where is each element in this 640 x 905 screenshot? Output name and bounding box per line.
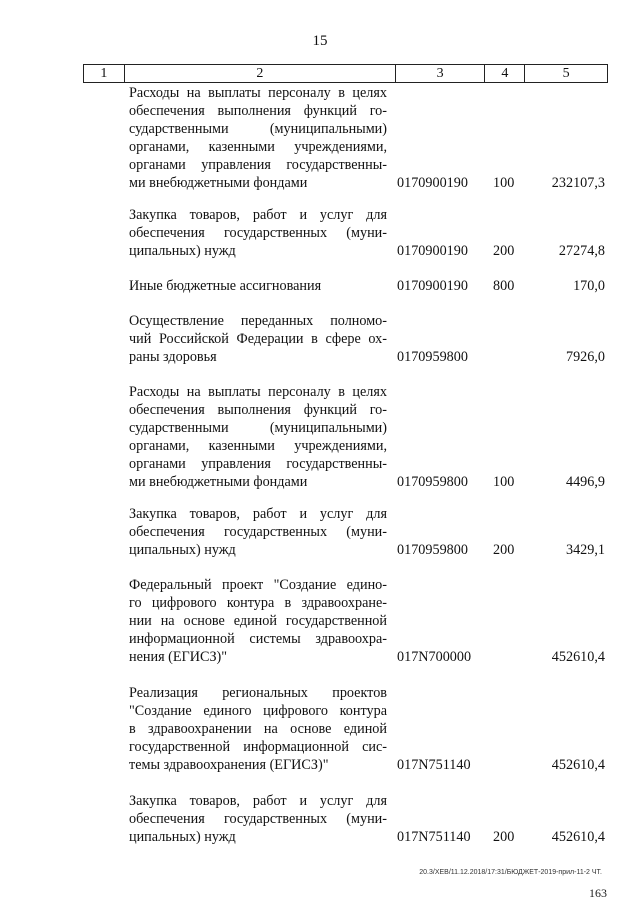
header-col-5: 5 [562, 66, 570, 81]
row-expense-type: 200 [493, 542, 515, 558]
row-amount: 452610,4 [551, 757, 605, 773]
description-line: ципальных) нужд [129, 542, 236, 558]
row-amount: 232107,3 [551, 175, 605, 191]
description-line: обеспечения выполнения функций го- [129, 103, 387, 119]
table-header-row [83, 64, 608, 83]
description-line: Федеральный проект "Создание едино- [129, 577, 387, 593]
page-number: 15 [312, 33, 328, 49]
row-code: 0170959800 [397, 349, 468, 365]
description-line: органами управления государственны- [129, 456, 387, 472]
row-description [129, 206, 387, 260]
description-line: обеспечения государственных (муни- [129, 524, 387, 540]
row-amount: 170,0 [573, 278, 605, 294]
row-amount: 452610,4 [551, 649, 605, 665]
row-description [129, 312, 387, 366]
header-col-1: 1 [84, 65, 125, 82]
description-line: органами, казенными учреждениями, [129, 438, 387, 454]
description-line: темы здравоохранения (ЕГИСЗ)" [129, 757, 329, 773]
description-line: сударственными (муниципальными) [129, 121, 387, 137]
description-line: органами управления государственны- [129, 157, 387, 173]
row-description [129, 792, 387, 846]
header-col-4: 4 [485, 65, 525, 82]
row-amount: 3429,1 [565, 542, 605, 558]
description-line: раны здоровья [129, 349, 217, 365]
row-description [129, 505, 387, 559]
row-code: 017N700000 [397, 649, 472, 665]
row-code: 0170959800 [397, 542, 468, 558]
row-amount: 7926,0 [565, 349, 605, 365]
description-line: Расходы на выплаты персоналу в целях [129, 85, 387, 101]
description-line: чий Российской Федерации в сфере ох- [129, 331, 387, 347]
description-line: информационной системы здравоохра- [129, 631, 387, 647]
description-line: Расходы на выплаты персоналу в целях [129, 384, 387, 400]
header-col-3: 3 [396, 65, 486, 82]
description-line: Иные бюджетные ассигнования [129, 278, 322, 294]
row-expense-type: 100 [493, 175, 515, 191]
row-expense-type: 100 [493, 474, 515, 490]
description-line: ми внебюджетными фондами [129, 175, 308, 191]
row-amount: 452610,4 [551, 829, 605, 845]
description-line: нения (ЕГИСЗ)" [129, 649, 228, 665]
row-expense-type: 200 [493, 829, 515, 845]
description-line: обеспечения государственных (муни- [129, 225, 387, 241]
description-line: в здравоохранении на основе единой [129, 721, 387, 737]
corner-page-number: 163 [589, 886, 607, 900]
description-line: органами, казенными учреждениями, [129, 139, 387, 155]
description-line: Осуществление переданных полномо- [129, 313, 387, 329]
description-line: Реализация региональных проектов [129, 685, 387, 701]
row-code: 017N751140 [397, 757, 471, 773]
row-description [129, 277, 387, 295]
row-code: 0170959800 [397, 474, 468, 490]
description-line: "Создание единого цифрового контура [129, 703, 387, 719]
row-code: 0170900190 [397, 175, 468, 191]
row-code: 0170900190 [397, 243, 468, 259]
row-amount: 4496,9 [565, 474, 605, 490]
description-line: ми внебюджетными фондами [129, 474, 308, 490]
description-line: ципальных) нужд [129, 243, 236, 259]
row-description [129, 684, 387, 774]
row-expense-type: 800 [493, 278, 515, 294]
description-line: го цифрового контура в здравоохране- [129, 595, 387, 611]
row-code: 017N751140 [397, 829, 471, 845]
description-line: Закупка товаров, работ и услуг для [129, 207, 387, 223]
row-description [129, 576, 387, 666]
description-line: сударственными (муниципальными) [129, 420, 387, 436]
description-line: обеспечения выполнения функций го- [129, 402, 387, 418]
description-line: ципальных) нужд [129, 829, 236, 845]
row-description [129, 383, 387, 491]
row-expense-type: 200 [493, 243, 515, 259]
description-line: государственной информационной сис- [129, 739, 387, 755]
row-description [129, 84, 387, 192]
description-line: Закупка товаров, работ и услуг для [129, 793, 387, 809]
description-line: Закупка товаров, работ и услуг для [129, 506, 387, 522]
description-line: обеспечения государственных (муни- [129, 811, 387, 827]
row-code: 0170900190 [397, 278, 468, 294]
description-line: нии на основе единой государственной [129, 613, 387, 629]
footer-stamp: 20.3/ХЕВ/11.12.2018/17:31/БЮДЖЕТ-2019-прил-11-2 ЧТ. [419, 869, 602, 876]
row-amount: 27274,8 [558, 243, 605, 259]
header-col-2: 2 [125, 65, 396, 82]
